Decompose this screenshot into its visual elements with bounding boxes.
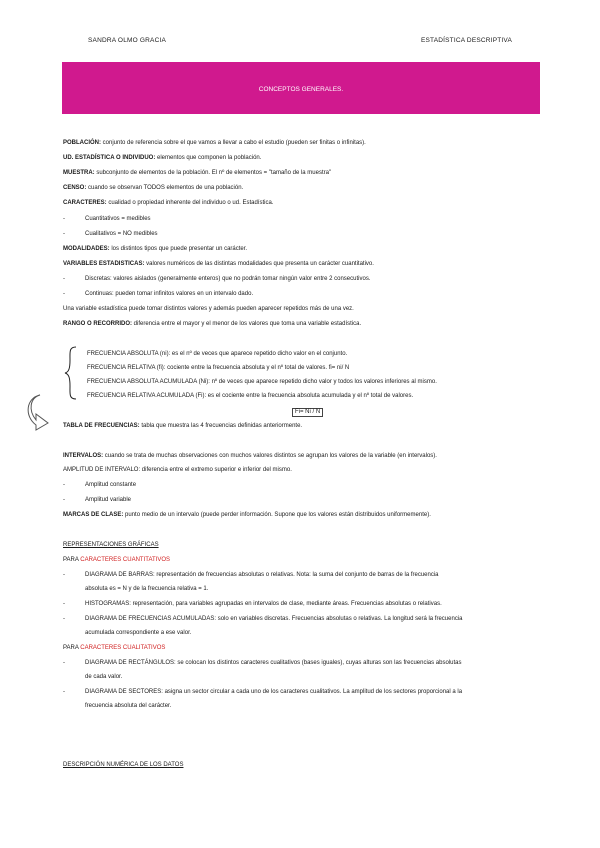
header-author: SANDRA OLMO GRACIA <box>88 37 167 44</box>
variable-note: Una variable estadística puede tomar distintos valores y además pueden aparecer repetidos más de una vez. <box>63 306 354 312</box>
para-prefix: PARA <box>63 645 81 651</box>
bullet: - <box>63 482 65 488</box>
poblacion-line <box>63 140 366 147</box>
bullet: - <box>63 497 65 503</box>
title-banner <box>62 62 540 114</box>
brace-icon <box>64 346 78 400</box>
item-text: Discretas: valores aislados (generalmente enteros) que no podrán tomar ningún valor entre 2 consecutivos. <box>85 276 371 282</box>
bullet: - <box>63 572 65 578</box>
definition: valores numéricos de las distintas modalidades que presenta un carácter cuantitativo. <box>144 261 374 267</box>
bullet: - <box>63 276 65 282</box>
marcas-line <box>63 512 431 519</box>
definition: cuando se observan TODOS elementos de una población. <box>86 185 244 191</box>
para-label: CARACTERES CUANTITATIVOS <box>80 557 171 563</box>
frecuencia-absoluta: FRECUENCIA ABSOLUTA (ni): es el nº de veces que aparece repetido dicho valor en el conjunto. <box>87 351 348 357</box>
item-text: DIAGRAMA DE BARRAS: representación de frecuencias absolutas o relativas. Nota: la suma del conjunto de barras de la frecuencia <box>85 572 439 578</box>
para-label: CARACTERES CUALITATIVOS <box>80 645 166 651</box>
variables-line <box>63 261 374 268</box>
definition: cuando se trata de muchas observaciones con muchos valores distintos se agrupan los valores de la variable (en intervalos). <box>103 453 437 459</box>
bullet: - <box>63 231 65 237</box>
banner-title: CONCEPTOS GENERALES. <box>258 86 344 93</box>
amplitud-line: AMPLITUD DE INTERVALO: diferencia entre el extremo superior e inferior del mismo. <box>63 467 292 473</box>
cualitativos-heading <box>63 645 165 652</box>
term: MARCAS DE CLASE: <box>63 512 124 518</box>
term: MODALIDADES: <box>63 246 110 252</box>
modalidades-line <box>63 246 247 253</box>
term: VARIABLES ESTADISTICAS: <box>63 261 145 267</box>
item-text: Cuantitativos = medibles <box>85 216 151 222</box>
term: TABLA DE FRECUENCIAS: <box>63 423 140 429</box>
definition: cualidad o propiedad inherente del individuo o ud. Estadística. <box>106 200 274 206</box>
term: CENSO: <box>63 185 87 191</box>
rango-line <box>63 321 361 328</box>
item-continuation: absoluta es = N y de la frecuencia relativa = 1. <box>85 586 209 592</box>
bullet: - <box>63 689 65 695</box>
descripcion-heading: DESCRIPCIÓN NUMÉRICA DE LOS DATOS <box>63 762 184 768</box>
item-text: DIAGRAMA DE SECTORES: asigna un sector circular a cada uno de los caracteres cualitativos. La amplitud de los sectores proporcional a la <box>85 689 463 695</box>
representaciones-heading: REPRESENTACIONES GRÁFICAS <box>63 542 159 548</box>
formula-box: Fi= Ni / N <box>292 408 323 417</box>
frecuencia-absoluta-acumulada: FRECUENCIA ABSOLUTA ACUMULADA (Ni): nº de veces que aparece repetido dicho valor y todos los valores inferiores al mismo. <box>87 379 437 385</box>
item-continuation: de cada valor. <box>85 674 123 680</box>
bullet: - <box>63 660 65 666</box>
item-text: Amplitud constante <box>85 482 137 488</box>
censo-line <box>63 185 243 192</box>
definition: punto medio de un intervalo (puede perder información. Supone que los valores están distribuidos uniformemente). <box>123 512 431 518</box>
bullet: - <box>63 291 65 297</box>
term: RANGO O RECORRIDO: <box>63 321 132 327</box>
item-text: DIAGRAMA DE FRECUENCIAS ACUMULADAS: solo en variables discretas. Frecuencias absolutas o relativas. La longitud será la frecuencia <box>85 616 463 622</box>
caracteres-line <box>63 200 273 207</box>
term: MUESTRA: <box>63 170 95 176</box>
definition: subconjunto de elementos de la población. El nº de elementos = "tamaño de la muestra" <box>94 170 332 176</box>
frecuencia-relativa-acumulada: FRECUENCIA RELATIVA ACUMULADA (Fi): es el cociente entre la frecuencia absoluta acumulada y el nº total de valores. <box>87 393 414 399</box>
item-text: Continuas: pueden tomar infinitos valores en un intervalo dado. <box>85 291 254 297</box>
item-text: Cualitativos = NO medibles <box>85 231 158 237</box>
term: POBLACIÓN: <box>63 140 101 146</box>
definition: diferencia entre el mayor y el menor de los valores que toma una variable estadística. <box>132 321 362 327</box>
tabla-line <box>63 423 302 430</box>
definition: los distintos tipos que puede presentar un carácter. <box>109 246 248 252</box>
term: CARACTERES: <box>63 200 107 206</box>
bullet: - <box>63 601 65 607</box>
ud-line <box>63 155 261 162</box>
cuantitativos-heading <box>63 557 170 564</box>
header-subject: ESTADÍSTICA DESCRIPTIVA <box>420 37 512 44</box>
term: INTERVALOS: <box>63 453 104 459</box>
term: UD. ESTADÍSTICA O INDIVIDUO: <box>63 155 156 161</box>
definition: elementos que componen la población. <box>155 155 262 161</box>
bullet: - <box>63 616 65 622</box>
intervalos-line <box>63 453 437 460</box>
curved-arrow-icon <box>26 392 66 432</box>
item-continuation: acumulada correspondiente a ese valor. <box>85 630 192 636</box>
definition: conjunto de referencia sobre el que vamos a llevar a cabo el estudio (pueden ser finitas o infinitas). <box>101 140 366 146</box>
frecuencia-relativa: FRECUENCIA RELATIVA (fi): cociente entre la frecuencia absoluta y el nº total de valores. fi= ni/ N <box>87 365 350 371</box>
definition: tabla que muestra las 4 frecuencias definidas anteriormente. <box>139 423 303 429</box>
item-text: Amplitud variable <box>85 497 132 503</box>
para-prefix: PARA <box>63 557 81 563</box>
item-text: DIAGRAMA DE RECTÁNGULOS: se colocan los distintos caracteres cualitativos (bases iguales), cuyas alturas son las frecuencias absolutas <box>85 660 462 666</box>
item-continuation: frecuencia absoluta del carácter. <box>85 703 172 709</box>
item-text: HISTOGRAMAS: representación, para variables agrupadas en intervalos de clase, mediante áreas. Frecuencias absolutas o relativas. <box>85 601 442 607</box>
bullet: - <box>63 216 65 222</box>
muestra-line <box>63 170 331 177</box>
